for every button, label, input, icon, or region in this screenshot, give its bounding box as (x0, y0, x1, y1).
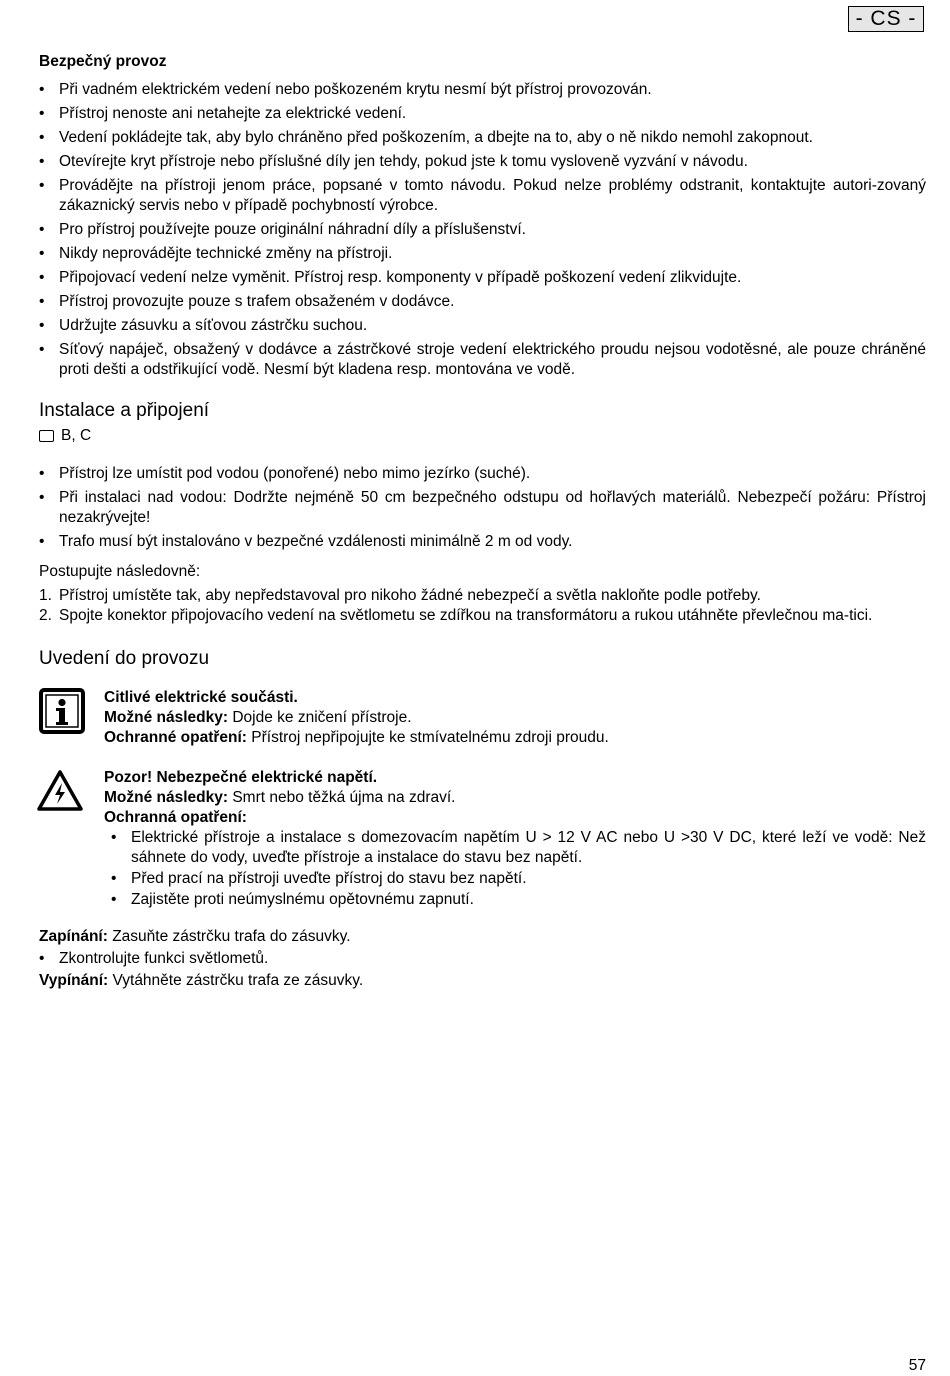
list-item: • Elektrické přístroje a instalace s domezovacím napětím U > 12 V AC nebo U >30 V DC, které leží ve vodě: Než sáhnete do vody, uveďte přístroje a instalace do stavu bez napětí. (104, 828, 926, 868)
notice-consequences (104, 708, 926, 728)
procedure-intro: Postupujte následovně: (39, 563, 201, 580)
switch-off-label: Vypínání: (39, 972, 109, 989)
figure-reference-text: B, C (61, 427, 92, 444)
warning-measures-list (104, 828, 926, 910)
step-item (39, 586, 926, 606)
high-voltage-icon (36, 769, 84, 813)
list-item: • Při instalaci nad vodou: Dodržte nejméně 50 cm bezpečného odstupu od hořlavých materiálů. Nebezpečí požáru: Přístroj nezakrývejte! (39, 488, 926, 528)
page-number: 57 (908, 1357, 926, 1374)
list-item: • Síťový napáječ, obsažený v dodávce a zástrčkové stroje vedení elektrického proudu nejsou vodotěsné, ale pouze chráněné proti dešti a odstřikující vodě. Nesmí být kladena resp. montována ve vodě. (39, 340, 926, 380)
procedure-steps (39, 586, 926, 626)
list-item: • Trafo musí být instalováno v bezpečné vzdálenosti minimálně 2 m od vody. (39, 532, 926, 552)
installation-list (39, 464, 926, 552)
safety-list (39, 80, 926, 380)
list-item: • Vedení pokládejte tak, aby bylo chráněno před poškozením, a dbejte na to, aby o ně nikdo nemohl zakopnout. (39, 128, 926, 148)
list-item: • Přístroj provozujte pouze s trafem obsaženém v dodávce. (39, 292, 926, 312)
list-item: • Při vadném elektrickém vedení nebo poškozeném krytu nesmí být přístroj provozován. (39, 80, 926, 100)
warning-measures-label: Ochranná opatření: (104, 809, 247, 826)
notice-block (39, 688, 926, 748)
list-item: • Udržujte zásuvku a síťovou zástrčku suchou. (39, 316, 926, 336)
step-text: Spojte konektor připojovacího vedení na světlometu se zdířkou na transformátoru a rukou utáhněte převlečnou ma-tici. (59, 607, 873, 624)
warning-consequences (104, 788, 926, 808)
info-icon (39, 688, 85, 734)
warning-title: Pozor! Nebezpečné elektrické napětí. (104, 769, 378, 786)
list-item: • Zkontrolujte funkci světlometů. (39, 949, 926, 969)
step-text: Přístroj umístěte tak, aby nepředstavoval pro nikoho žádné nebezpečí a světla nakloňte podle potřeby. (59, 587, 761, 604)
switch-off (39, 971, 926, 991)
list-item: • Přístroj nenoste ani netahejte za elektrické vedení. (39, 104, 926, 124)
safety-heading: Bezpečný provoz (39, 53, 167, 70)
measures-text: Přístroj nepřipojujte ke stmívatelnému zdroji proudu. (246, 729, 609, 746)
page-content (39, 52, 926, 991)
switch-off-text: Vytáhněte zástrčku trafa ze zásuvky. (108, 972, 364, 989)
installation-section (39, 399, 926, 626)
consequences-text: Smrt nebo těžká újma na zdraví. (228, 789, 456, 806)
switch-on (39, 927, 926, 947)
list-item: • Připojovací vedení nelze vyměnit. Přístroj resp. komponenty v případě poškození vedení zlikvidujte. (39, 268, 926, 288)
language-tag: - CS - (848, 6, 924, 32)
figure-reference (39, 426, 926, 446)
commissioning-heading: Uvedení do provozu (39, 648, 210, 669)
step-number: 2. (39, 607, 52, 624)
safety-section (39, 52, 926, 380)
consequences-label: Možné následky: (104, 709, 229, 726)
figure-box-icon (39, 430, 54, 442)
list-item: • Provádějte na přístroji jenom práce, popsané v tomto návodu. Pokud nelze problémy odstranit, kontaktujte autori-zovaný zákaznický servis nebo v případě pochybností výrobce. (39, 176, 926, 216)
list-item: • Zajistěte proti neúmyslnému opětovnému zapnutí. (104, 890, 926, 910)
list-item: • Nikdy neprovádějte technické změny na přístroji. (39, 244, 926, 264)
measures-label: Ochranné opatření: (104, 729, 247, 746)
commissioning-section (39, 647, 926, 991)
step-number: 1. (39, 587, 52, 604)
notice-title: Citlivé elektrické součásti. (104, 689, 298, 706)
consequences-label: Možné následky: (104, 789, 229, 806)
step-item (39, 606, 926, 626)
list-item: • Pro přístroj používejte pouze originální náhradní díly a příslušenství. (39, 220, 926, 240)
installation-heading: Instalace a připojení (39, 400, 210, 421)
check-list (39, 949, 926, 969)
warning-block (39, 768, 926, 910)
list-item: • Před prací na přístroji uveďte přístroj do stavu bez napětí. (104, 869, 926, 889)
notice-measures (104, 728, 926, 748)
switch-on-text: Zasuňte zástrčku trafa do zásuvky. (107, 928, 351, 945)
switch-on-label: Zapínání: (39, 928, 108, 945)
consequences-text: Dojde ke zničení přístroje. (228, 709, 412, 726)
list-item: • Přístroj lze umístit pod vodou (ponořené) nebo mimo jezírko (suché). (39, 464, 926, 484)
list-item: • Otevírejte kryt přístroje nebo příslušné díly jen tehdy, pokud jste k tomu vysloveně vyzvání v návodu. (39, 152, 926, 172)
